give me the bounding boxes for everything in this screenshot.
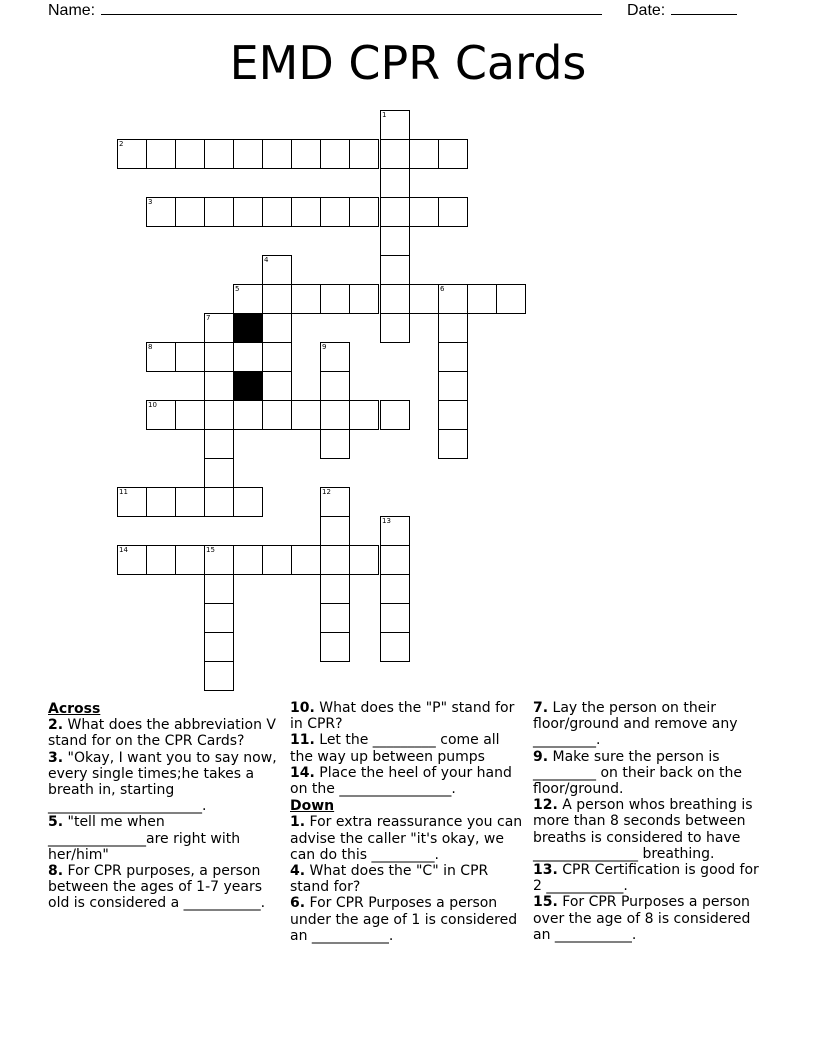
grid-cell[interactable] xyxy=(204,458,234,488)
grid-cell[interactable] xyxy=(175,545,205,575)
grid-cell[interactable] xyxy=(262,197,292,227)
grid-cell[interactable] xyxy=(380,168,410,198)
grid-cell[interactable] xyxy=(291,197,321,227)
grid-cell[interactable] xyxy=(438,139,468,169)
grid-cell[interactable] xyxy=(204,313,234,343)
clue-across-2: 2. What does the abbreviation V stand for on the CPR Cards? xyxy=(48,717,276,750)
grid-cell[interactable] xyxy=(409,284,439,314)
grid-cell[interactable] xyxy=(175,487,205,517)
grid-cell[interactable] xyxy=(146,342,176,372)
grid-cell[interactable] xyxy=(204,487,234,517)
down-heading: Down xyxy=(290,798,335,815)
grid-cell[interactable] xyxy=(349,284,379,314)
grid-cell[interactable] xyxy=(467,284,497,314)
clue-number: 9 xyxy=(322,343,327,351)
clue-number: 8 xyxy=(148,343,153,351)
grid-cell[interactable] xyxy=(291,545,321,575)
grid-cell[interactable] xyxy=(117,545,147,575)
grid-cell[interactable] xyxy=(349,197,379,227)
grid-cell[interactable] xyxy=(204,429,234,459)
clue-down-13: 13. CPR Certification is good for 2 ___________. xyxy=(533,862,759,895)
grid-cell[interactable] xyxy=(438,284,468,314)
grid-cell[interactable] xyxy=(380,255,410,285)
grid-cell[interactable] xyxy=(380,574,410,604)
grid-cell[interactable] xyxy=(262,313,292,343)
grid-cell[interactable] xyxy=(233,284,263,314)
grid-cell[interactable] xyxy=(175,342,205,372)
grid-cell[interactable] xyxy=(204,545,234,575)
grid-cell[interactable] xyxy=(117,139,147,169)
grid-cell[interactable] xyxy=(380,400,410,430)
grid-cell[interactable] xyxy=(291,400,321,430)
grid-cell[interactable] xyxy=(380,284,410,314)
grid-cell[interactable] xyxy=(262,545,292,575)
grid-cell[interactable] xyxy=(117,487,147,517)
clue-down-6: 6. For CPR Purposes a person under the age of 1 is considered an ___________. xyxy=(290,895,518,944)
grid-cell[interactable] xyxy=(204,574,234,604)
grid-cell[interactable] xyxy=(438,342,468,372)
grid-cell[interactable] xyxy=(320,342,350,372)
grid-cell[interactable] xyxy=(146,545,176,575)
clue-across-14: 14. Place the heel of your hand on the ________________. xyxy=(290,764,512,798)
name-label: Name: xyxy=(48,2,96,19)
clue-number: 14 xyxy=(119,546,128,554)
grid-cell[interactable] xyxy=(233,400,263,430)
grid-cell[interactable] xyxy=(262,400,292,430)
date-label: Date: xyxy=(627,2,666,19)
grid-cell[interactable] xyxy=(320,516,350,546)
grid-cell[interactable] xyxy=(320,197,350,227)
grid-cell[interactable] xyxy=(320,371,350,401)
grid-cell[interactable] xyxy=(262,342,292,372)
grid-cell[interactable] xyxy=(409,139,439,169)
clue-number: 3 xyxy=(148,198,153,206)
grid-cell[interactable] xyxy=(204,632,234,662)
clue-number: 5 xyxy=(235,285,240,293)
grid-cell[interactable] xyxy=(438,400,468,430)
grid-cell[interactable] xyxy=(380,516,410,546)
grid-cell[interactable] xyxy=(380,197,410,227)
grid-cell[interactable] xyxy=(204,371,234,401)
clue-number: 2 xyxy=(119,140,124,148)
grid-cell[interactable] xyxy=(233,487,263,517)
grid-cell[interactable] xyxy=(291,139,321,169)
grid-cell[interactable] xyxy=(262,255,292,285)
grid-cell[interactable] xyxy=(438,371,468,401)
grid-cell[interactable] xyxy=(320,574,350,604)
grid-cell[interactable] xyxy=(146,487,176,517)
grid-cell[interactable] xyxy=(438,197,468,227)
clue-down-1: 1. For extra reassurance you can advise the caller "it's okay, we can do this _________. xyxy=(290,814,523,863)
grid-cell[interactable] xyxy=(146,139,176,169)
grid-cell[interactable] xyxy=(320,632,350,662)
grid-cell[interactable] xyxy=(409,197,439,227)
grid-cell[interactable] xyxy=(262,371,292,401)
clue-across-11: 11. Let the _________ come all the way up between pumps xyxy=(290,732,500,765)
grid-cell[interactable] xyxy=(320,284,350,314)
clue-down-4: 4. What does the "C" in CPR stand for? xyxy=(290,863,489,896)
clue-across-5: 5. "tell me when ______________are right with her/him" xyxy=(48,814,241,863)
clue-down-12: 12. A person whos breathing is more than 8 seconds between breaths is considered to have _______________ breathing. xyxy=(533,797,753,862)
grid-cell[interactable] xyxy=(320,545,350,575)
grid-cell[interactable] xyxy=(380,139,410,169)
grid-cell[interactable] xyxy=(204,661,234,691)
grid-cell[interactable] xyxy=(233,342,263,372)
grid-cell[interactable] xyxy=(146,197,176,227)
grid-cell[interactable] xyxy=(349,139,379,169)
clue-down-7: 7. Lay the person on their floor/ground and remove any _________. xyxy=(533,700,738,749)
black-cell xyxy=(233,313,263,343)
grid-cell[interactable] xyxy=(146,400,176,430)
grid-cell[interactable] xyxy=(175,139,205,169)
grid-cell[interactable] xyxy=(380,545,410,575)
grid-cell[interactable] xyxy=(438,313,468,343)
grid-cell[interactable] xyxy=(438,429,468,459)
clue-number: 13 xyxy=(382,517,391,525)
clue-across-3: 3. "Okay, I want you to say now, every single times;he takes a breath in, starting ______________________. xyxy=(48,749,277,815)
grid-cell[interactable] xyxy=(204,400,234,430)
page-title: EMD CPR Cards xyxy=(229,36,587,90)
clue-number: 7 xyxy=(206,314,211,322)
grid-cell[interactable] xyxy=(233,197,263,227)
clue-down-9: 9. Make sure the person is _________ on their back on the floor/ground. xyxy=(533,748,742,798)
grid-cell[interactable] xyxy=(175,400,205,430)
clue-number: 12 xyxy=(322,488,331,496)
grid-cell[interactable] xyxy=(320,139,350,169)
grid-cell[interactable] xyxy=(380,313,410,343)
grid-cell[interactable] xyxy=(349,545,379,575)
grid-cell[interactable] xyxy=(380,110,410,140)
grid-cell[interactable] xyxy=(320,400,350,430)
clue-number: 11 xyxy=(119,488,128,496)
clue-number: 4 xyxy=(264,256,269,264)
across-heading: Across xyxy=(48,701,101,717)
grid-cell[interactable] xyxy=(233,139,263,169)
grid-cell[interactable] xyxy=(380,603,410,633)
grid-cell[interactable] xyxy=(262,139,292,169)
clue-down-15: 15. For CPR Purposes a person over the age of 8 is considered an ___________. xyxy=(533,894,751,943)
grid-cell[interactable] xyxy=(380,632,410,662)
grid-cell[interactable] xyxy=(233,545,263,575)
grid-cell[interactable] xyxy=(204,603,234,633)
grid-cell[interactable] xyxy=(320,487,350,517)
grid-cell[interactable] xyxy=(175,197,205,227)
grid-cell[interactable] xyxy=(349,400,379,430)
clue-column-3 xyxy=(533,700,769,943)
clue-number: 15 xyxy=(206,546,215,554)
clue-number: 10 xyxy=(148,401,157,409)
grid-cell[interactable] xyxy=(291,284,321,314)
black-cell xyxy=(233,371,263,401)
grid-cell[interactable] xyxy=(496,284,526,314)
grid-cell[interactable] xyxy=(380,226,410,256)
clue-across-8: 8. For CPR purposes, a person between the ages of 1-7 years old is considered a ___________. xyxy=(48,863,266,912)
grid-cell[interactable] xyxy=(204,139,234,169)
grid-cell[interactable] xyxy=(262,284,292,314)
grid-cell[interactable] xyxy=(204,197,234,227)
grid-cell[interactable] xyxy=(320,603,350,633)
clue-column-1 xyxy=(48,700,284,912)
grid-cell[interactable] xyxy=(320,429,350,459)
clue-column-2 xyxy=(290,700,526,944)
clue-number: 6 xyxy=(440,285,445,293)
clue-across-10: 10. What does the "P" stand for in CPR? xyxy=(290,700,515,733)
grid-cell[interactable] xyxy=(204,342,234,372)
clue-number: 1 xyxy=(382,111,387,119)
